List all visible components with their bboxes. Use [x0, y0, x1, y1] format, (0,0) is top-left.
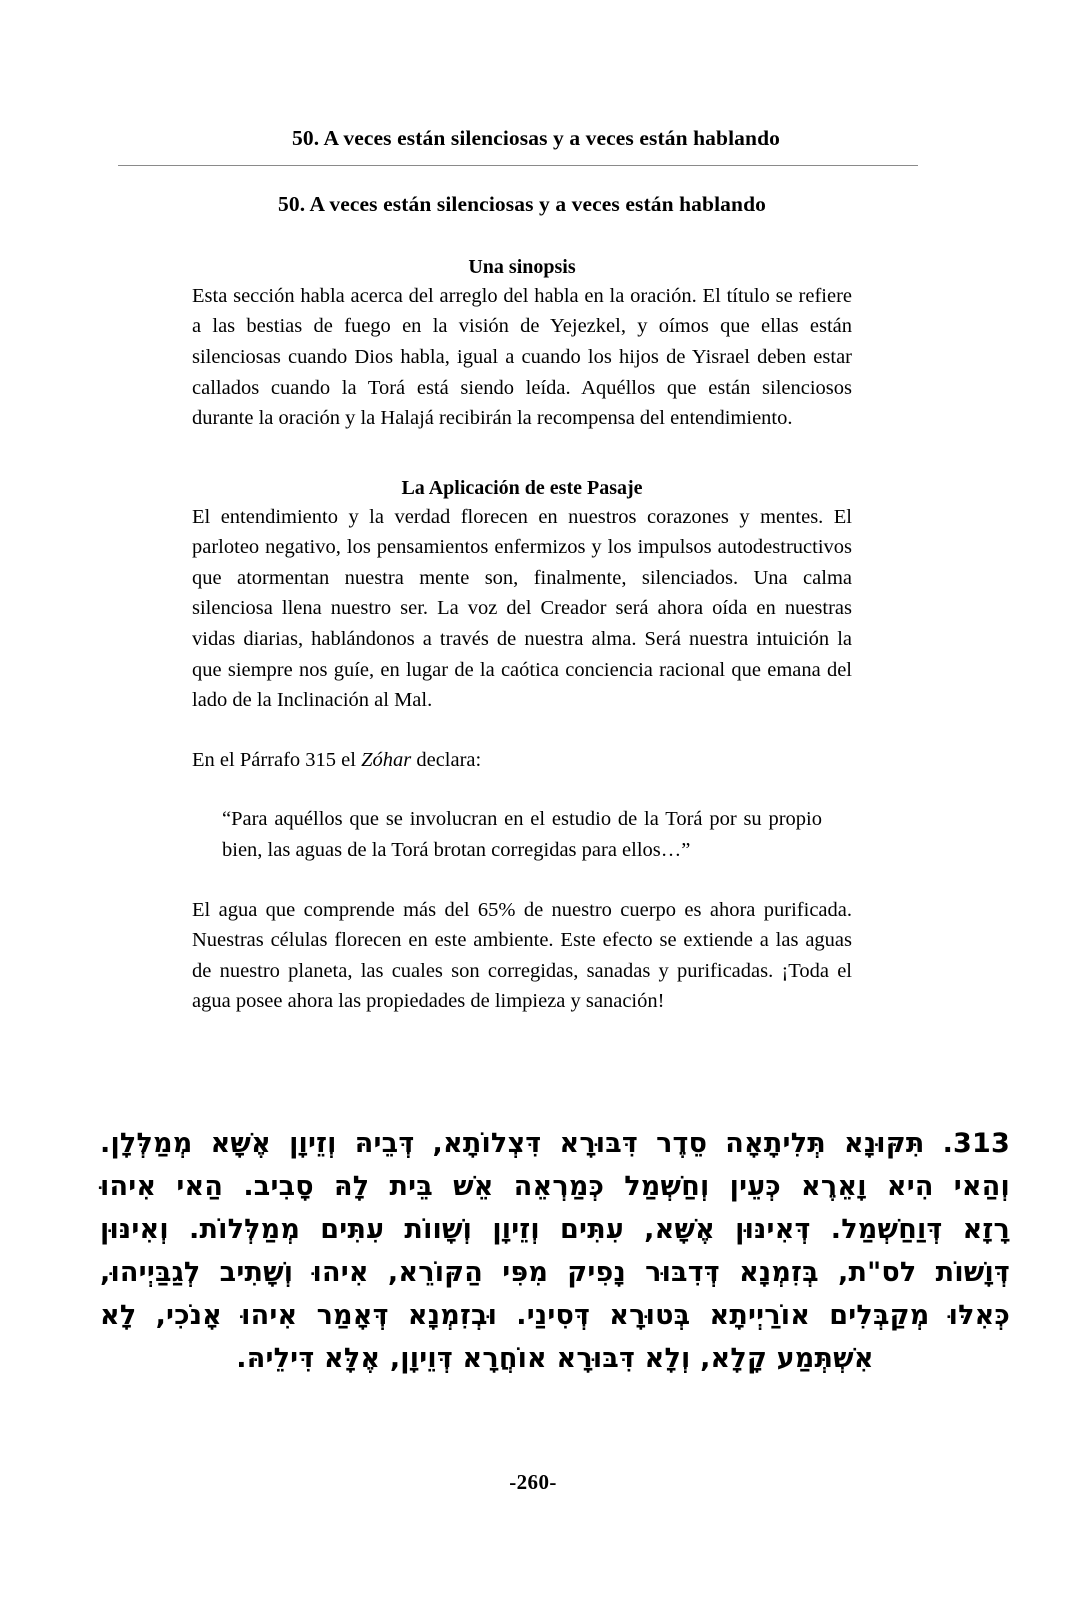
- hebrew-line: כְּאִלּוּ מְקַבְּלִים אוֹרַיְיתָא בְּטוּרָא דְּסִינַי. וּבְזִמְנָא דְּאָמַר אִיהוּ אָנֹכִי, לָא: [100, 1300, 1010, 1331]
- spacer: [192, 866, 852, 895]
- hebrew-line: דְּוָשׁוֹת לס"ת, בְּזִמְנָא דְּדִבּוּר נָפִיק מִפִּי הַקּוֹרֵא, אִיהוּ וְשָׁתִיב לְגַבַּיְיהוּ,: [100, 1257, 1010, 1288]
- hebrew-line: רָזָא דְּוַחַשְׁמַל. דְּאִינּוּן אֶשָּׁא, עִתִּים וְזֵיוָן וְשָׁווֹת עִתִּים מְמַלְּלוֹת. וְאִינּוּן: [100, 1214, 1010, 1245]
- spacer: [192, 434, 852, 476]
- running-head: [118, 126, 948, 151]
- hebrew-line: וְהַאי הִיא וָאֵרֶא כְּעֵין וְחַשְׁמַל כְּמַרְאֵה אֵשׁ בֵּית לָהּ סָבִיב. הַאי אִיהוּ: [100, 1171, 1010, 1202]
- running-head-text: 50. A veces están silenciosas y a veces están hablando: [292, 126, 780, 150]
- closing-paragraph: El agua que comprende más del 65% de nuestro cuerpo es ahora purificada. Nuestras células florecen en este ambiente. Este efecto se extiende a las aguas de nuestro planeta, las cuales son corregidas, sanadas y purificadas. ¡Toda el agua posee ahora las propiedades de limpieza y sanación!: [192, 898, 852, 1013]
- hebrew-line: 313. תִּקּוּנָא תְּלִיתָאָה סֵדֶר דִּבּוּרָא דִּצְלוֹתָא, דְּבֵיהּ וְזֵיוָן אֶשָּׁא מְמַלְּלָן.: [100, 1128, 1010, 1159]
- main-text-column: [192, 192, 852, 1017]
- spacer: [192, 775, 852, 804]
- synopsis-paragraph: Esta sección habla acerca del arreglo del habla en la oración. El título se refiere a las bestias de fuego en la visión de Yejezkel, y oímos que ellas están silenciosas cuando Dios habla, igual a cuando los hijos de Yisrael deben estar callados cuando la Torá está siendo leída. Aquéllos que están silenciosos durante la oración y la Halajá recibirán la recompensa del entendimiento.: [192, 284, 852, 430]
- zohar-quotation-text: “Para aquéllos que se involucran en el estudio de la Torá por su propio bien, las aguas de la Torá brotan corregidas para ellos…”: [222, 808, 822, 862]
- application-paragraph: El entendimiento y la verdad florecen en nuestros corazones y mentes. El parloteo negativo, los pensamientos enfermizos y los impulsos autodestructivos que atormentan nuestra mente son, finalmente, silenciados. Una calma silenciosa llena nuestro ser. La voz del Creador será ahora oída en nuestras vidas diarias, hablándonos a través de nuestra alma. Será nuestra intuición la que siempre nos guíe, en lugar de la caótica conciencia racional que emana del lado de la Inclinación al Mal.: [192, 505, 852, 712]
- header-divider: [118, 165, 918, 166]
- intro-line-after: declara:: [411, 748, 482, 771]
- zohar-title: Zóhar: [361, 748, 412, 771]
- intro-line-before: En el Párrafo 315 el: [192, 748, 362, 771]
- intro-line: [192, 745, 852, 776]
- spacer: [192, 716, 852, 745]
- hebrew-line: אִשְׁתְּמַע קָלָא, וְלָא דִּבּוּרָא אוֹחֲרָא דְּוֵיוָן, אֶלָּא דִּילֵיהּ.: [236, 1343, 874, 1374]
- hebrew-passage: [100, 1122, 1010, 1380]
- synopsis-heading: Una sinopsis: [468, 255, 576, 278]
- page-footer: [0, 1470, 1066, 1495]
- zohar-quotation: [222, 804, 822, 865]
- folio-number: -260-: [509, 1470, 557, 1494]
- application-heading: La Aplicación de este Pasaje: [401, 476, 643, 499]
- chapter-title: 50. A veces están silenciosas y a veces están hablando: [278, 192, 766, 216]
